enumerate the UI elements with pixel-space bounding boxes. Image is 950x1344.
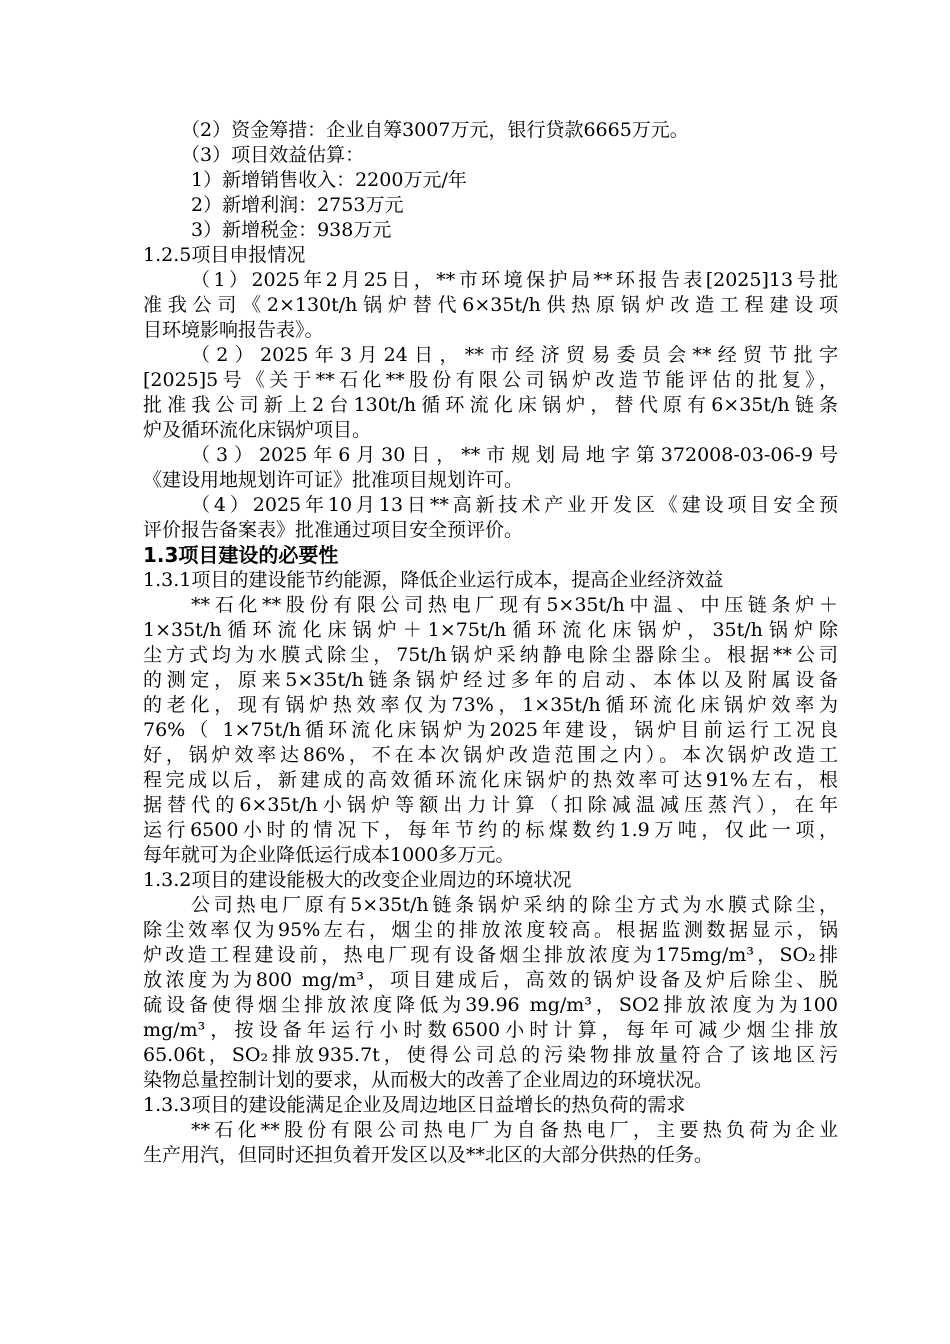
- text-line: 65.06t，SO₂排放935.7t，使得公司总的污染物排放量符合了该地区污: [143, 1044, 838, 1066]
- subsection-heading-1-3-1: 1.3.1项目的建设能节约能源，降低企业运行成本，提高企业经济效益: [143, 569, 724, 591]
- subsection-heading-1-3-3: 1.3.3项目的建设能满足企业及周边地区日益增长的热负荷的需求: [143, 1094, 686, 1116]
- section-heading-1-3: 1.3项目建设的必要性: [143, 543, 339, 567]
- text-line: [2025]5号《关于**石化**股份有限公司锅炉改造节能评估的批复》，: [143, 369, 838, 391]
- text-line: 《建设用地规划许可证》批准项目规划许可。: [143, 469, 524, 491]
- subsection-heading-1-3-2: 1.3.2项目的建设能极大的改变企业周边的环境状况: [143, 869, 572, 891]
- text-line: （3）2025年6月30日，**市规划局地字第372008-03-06-9号: [191, 444, 838, 466]
- text-line: 1）新增销售收入：2200万元/年: [191, 169, 467, 191]
- text-line: 2）新增利润：2753万元: [191, 194, 404, 216]
- text-line: 76%（ 1×75t/h循环流化床锅炉为2025年建设，锅炉目前运行工况良: [143, 719, 838, 741]
- text-line: 程完成以后，新建成的高效循环流化床锅炉的热效率可达91%左右，根: [143, 769, 838, 791]
- text-line: 1×35t/h循环流化床锅炉＋1×75t/h循环流化床锅炉，35t/h锅炉除: [143, 619, 838, 641]
- text-line: 评价报告备案表》批准通过项目安全预评价。: [143, 519, 524, 541]
- text-line: 的测定，原来5×35t/h链条锅炉经过多年的启动、本体以及附属设备: [143, 669, 838, 691]
- text-line: （1）2025年2月25日，**市环境保护局**环报告表[2025]13号批: [191, 269, 838, 291]
- text-line: 运行6500小时的情况下，每年节约的标煤数约1.9万吨，仅此一项，: [143, 819, 838, 841]
- document-body: [143, 118, 838, 1168]
- text-line: （4）2025年10月13日**高新技术产业开发区《建设项目安全预: [191, 494, 838, 516]
- text-line: 3）新增税金：938万元: [191, 219, 392, 241]
- text-line: **石化**股份有限公司热电厂为自备热电厂，主要热负荷为企业: [191, 1119, 838, 1141]
- text-line: 放浓度为为800 mg/m³，项目建成后，高效的锅炉设备及炉后除尘、脱: [143, 969, 838, 991]
- text-line: 批准我公司新上2台130t/h循环流化床锅炉，替代原有6×35t/h链条: [143, 394, 838, 416]
- text-line: 的老化，现有锅炉热效率仅为73%，1×35t/h循环流化床锅炉效率为: [143, 694, 838, 716]
- section-heading-1-2-5: 1.2.5项目申报情况: [143, 244, 306, 266]
- text-line: 炉改造工程建设前，热电厂现有设备烟尘排放浓度为175mg/m³，SO₂排: [143, 944, 838, 966]
- text-line: **石化**股份有限公司热电厂现有5×35t/h中温、中压链条炉＋: [191, 594, 838, 616]
- text-line: 尘方式均为水膜式除尘，75t/h锅炉采纳静电除尘器除尘。根据**公司: [143, 644, 838, 666]
- text-line: 硫设备使得烟尘排放浓度降低为39.96 mg/m³，SO2排放浓度为为100: [143, 994, 838, 1016]
- text-line: mg/m³，按设备年运行小时数6500小时计算，每年可减少烟尘排放: [143, 1019, 838, 1041]
- text-line: （2）资金筹措：企业自筹3007万元，银行贷款6665万元。: [181, 119, 689, 141]
- text-line: 生产用汽，但同时还担负着开发区以及**北区的大部分供热的任务。: [143, 1144, 714, 1166]
- text-line: 除尘效率仅为95%左右，烟尘的排放浓度较高。根据监测数据显示，锅: [143, 919, 838, 941]
- text-line: 炉及循环流化床锅炉项目。: [143, 419, 372, 441]
- text-line: （2）2025年3月24日，**市经济贸易委员会**经贸节批字: [191, 344, 838, 366]
- text-line: （3）项目效益估算：: [181, 144, 365, 166]
- text-line: 准我公司《2×130t/h锅炉替代6×35t/h供热原锅炉改造工程建设项: [143, 294, 838, 316]
- text-line: 染物总量控制计划的要求，从而极大的改善了企业周边的环境状况。: [143, 1069, 714, 1091]
- text-line: 好，锅炉效率达86%，不在本次锅炉改造范围之内）。本次锅炉改造工: [143, 744, 838, 766]
- text-line: 据替代的6×35t/h小锅炉等额出力计算（扣除减温减压蒸汽），在年: [143, 794, 838, 816]
- text-line: 公司热电厂原有5×35t/h链条锅炉采纳的除尘方式为水膜式除尘，: [191, 894, 838, 916]
- text-line: 每年就可为企业降低运行成本1000多万元。: [143, 844, 515, 866]
- text-line: 目环境影响报告表》。: [143, 319, 324, 341]
